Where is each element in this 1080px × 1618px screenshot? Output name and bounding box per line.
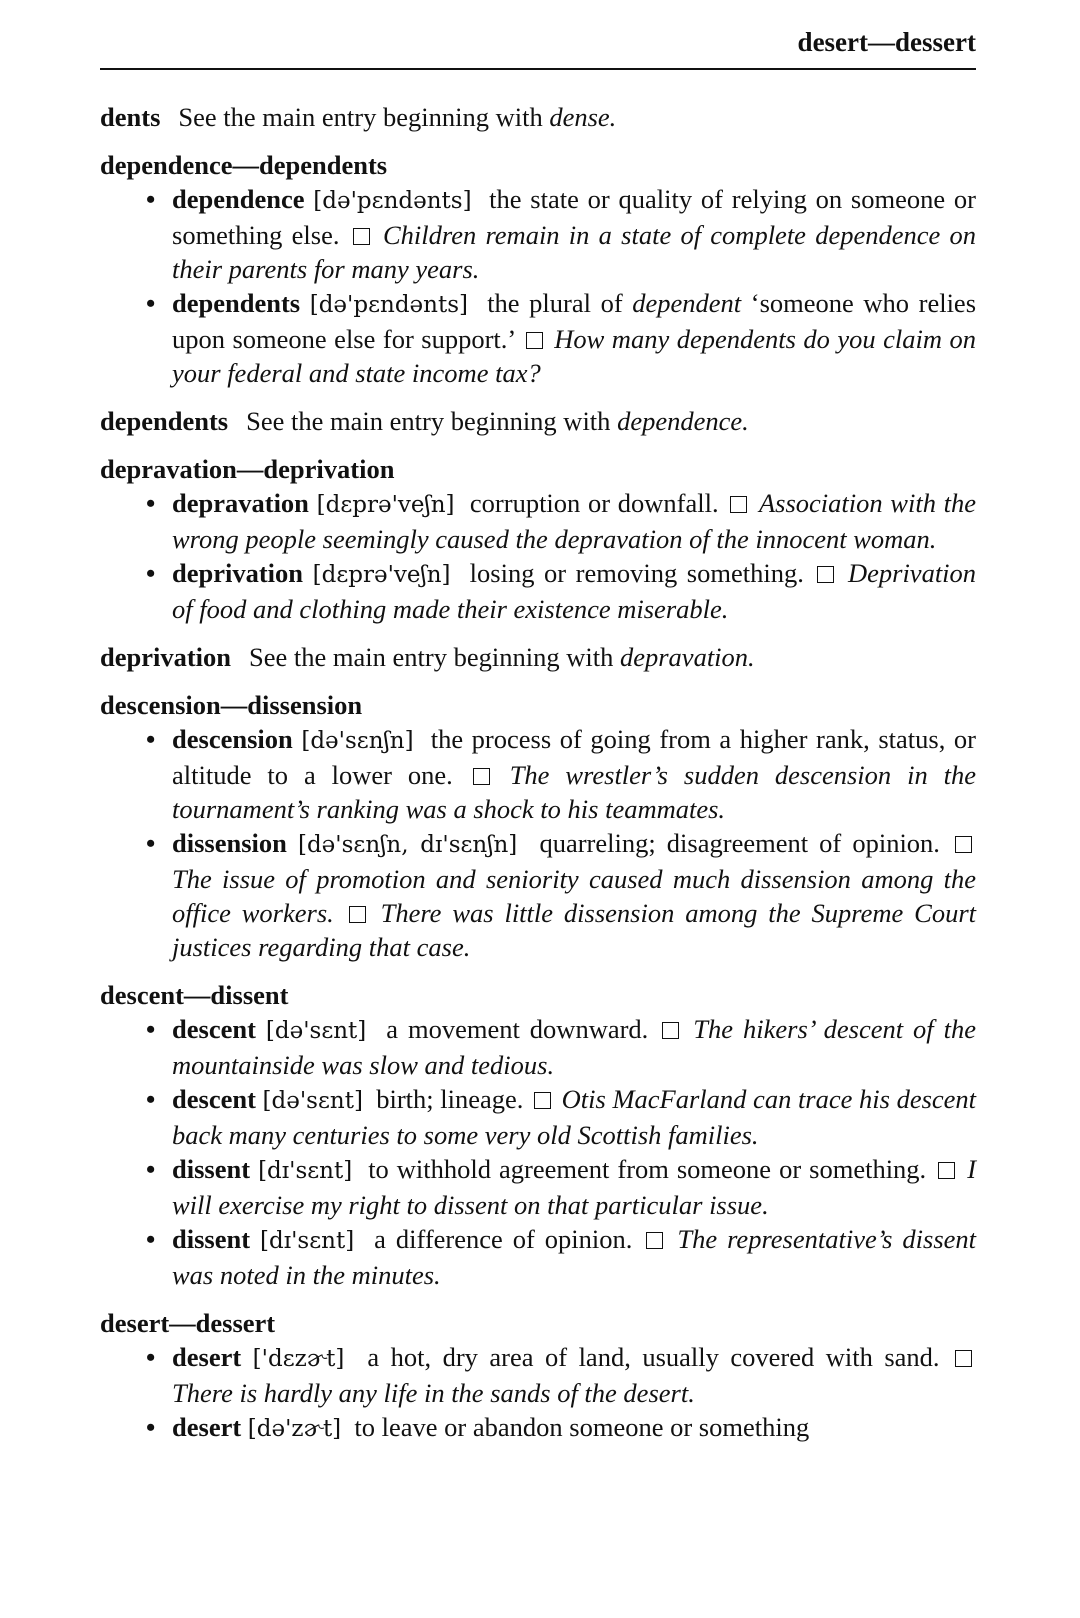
sense-word: depravation bbox=[172, 488, 309, 518]
definition: the process of going from a higher rank, status, or altitude to a lower one. bbox=[172, 724, 977, 790]
sense-item bbox=[146, 1012, 977, 1082]
example-box-icon bbox=[817, 566, 834, 583]
sense-item bbox=[146, 1222, 977, 1292]
definition: a hot, dry area of land, usually covered with sand. bbox=[367, 1342, 940, 1372]
example-text: Children remain in a state of complete dependence on their parents for many years. bbox=[172, 220, 976, 284]
bullet-icon: • bbox=[146, 488, 156, 518]
pronunciation: [dɛprə'veʃn] bbox=[312, 562, 451, 588]
dictionary-page bbox=[100, 0, 976, 1618]
example-text: I will exercise my right to dissent on that particular issue. bbox=[172, 1154, 977, 1220]
bullet-icon: • bbox=[146, 1412, 156, 1442]
running-head: desert—dessert bbox=[797, 27, 976, 57]
pronunciation: [dɪ'sɛnt] bbox=[260, 1228, 355, 1254]
sense-word: deprivation bbox=[172, 558, 304, 588]
sense-item bbox=[146, 286, 977, 390]
definition: the plural of bbox=[487, 288, 633, 318]
bullet-icon: • bbox=[146, 1342, 156, 1372]
xref-entry-dents bbox=[100, 100, 976, 134]
sense-word: dissent bbox=[172, 1154, 251, 1184]
example-box-icon bbox=[938, 1162, 955, 1179]
definition: ‘someone who relies upon someone else for support.’ bbox=[172, 288, 977, 354]
xref-headword: deprivation bbox=[100, 642, 232, 672]
pronunciation: [dɪ'sɛnt] bbox=[258, 1158, 353, 1184]
xref-headword: dents bbox=[100, 102, 161, 132]
example-text: How many dependents do you claim on your federal and state income tax? bbox=[172, 324, 977, 388]
pronunciation: [də'sɛnt] bbox=[262, 1088, 363, 1114]
example-text: The hikers’ descent of the mountainside was slow and tedious. bbox=[172, 1014, 977, 1080]
sense-item bbox=[146, 486, 977, 556]
xref-target: depravation. bbox=[619, 642, 755, 672]
sense-word: descent bbox=[172, 1084, 256, 1114]
example-box-icon bbox=[526, 332, 543, 349]
example-text: The issue of promotion and seniority caused much dissension among the office workers. bbox=[172, 864, 976, 928]
sense-word: dependents bbox=[172, 288, 301, 318]
example-text: The representative’s dissent was noted in the minutes. bbox=[172, 1224, 977, 1290]
definition: to withhold agreement from someone or something. bbox=[368, 1154, 927, 1184]
sense-item bbox=[146, 182, 977, 286]
sense-word: descent bbox=[172, 1014, 256, 1044]
pronunciation: [də'pɛndənts] bbox=[313, 188, 472, 214]
entry-descent-dissent bbox=[100, 978, 976, 1292]
xref-entry-dependents bbox=[100, 404, 976, 438]
xref-entry-deprivation bbox=[100, 640, 976, 674]
sense-item bbox=[146, 556, 977, 626]
sense-word: dependence bbox=[172, 184, 305, 214]
sense-item bbox=[146, 1340, 976, 1410]
example-box-icon bbox=[955, 836, 972, 853]
bullet-icon: • bbox=[146, 558, 156, 588]
pronunciation: [də'zɚt] bbox=[247, 1416, 342, 1442]
entry-descension-dissension bbox=[100, 688, 976, 964]
definition: losing or removing something. bbox=[469, 558, 804, 588]
bullet-icon: • bbox=[146, 724, 156, 754]
xref-text: See the main entry beginning with bbox=[178, 102, 550, 132]
xref-text: See the main entry beginning with bbox=[249, 642, 620, 672]
definition-italic: dependent bbox=[632, 288, 742, 318]
sense-word: descension bbox=[172, 724, 293, 754]
entry-depravation-deprivation bbox=[100, 452, 976, 626]
entry-headword: desert—dessert bbox=[100, 1308, 276, 1338]
xref-headword: dependents bbox=[100, 406, 229, 436]
definition: the state or quality of relying on someone or something else. bbox=[172, 184, 977, 250]
definition: quarreling; disagreement of opinion. bbox=[539, 828, 940, 858]
pronunciation: [də'sɛnʃn, dɪ'sɛnʃn] bbox=[297, 832, 518, 858]
example-text: There was little dissension among the Supreme Court justices regarding that case. bbox=[172, 898, 977, 962]
example-text: Deprivation of food and clothing made their existence miserable. bbox=[172, 558, 977, 624]
example-box-icon bbox=[955, 1350, 972, 1367]
example-box-icon bbox=[534, 1092, 551, 1109]
entry-headword: depravation—deprivation bbox=[100, 454, 395, 484]
example-box-icon bbox=[662, 1022, 679, 1039]
xref-text: See the main entry beginning with bbox=[246, 406, 618, 436]
definition: a difference of opinion. bbox=[374, 1224, 633, 1254]
sense-word: desert bbox=[172, 1342, 242, 1372]
sense-item bbox=[146, 1152, 977, 1222]
xref-target: dense. bbox=[549, 102, 617, 132]
example-box-icon bbox=[473, 768, 490, 785]
entry-headword: descension—dissension bbox=[100, 690, 363, 720]
sense-item bbox=[146, 1410, 976, 1446]
bullet-icon: • bbox=[146, 288, 156, 318]
bullet-icon: • bbox=[146, 828, 156, 858]
sense-word: dissent bbox=[172, 1224, 251, 1254]
bullet-icon: • bbox=[146, 1084, 156, 1114]
sense-word: desert bbox=[172, 1412, 242, 1442]
entry-dependence-dependents bbox=[100, 148, 976, 390]
example-box-icon bbox=[349, 906, 366, 923]
entry-headword: descent—dissent bbox=[100, 980, 289, 1010]
example-text: Association with the wrong people seemingly caused the depravation of the innocent woman. bbox=[172, 488, 977, 554]
pronunciation: [də'sɛnʃn] bbox=[301, 728, 414, 754]
bullet-icon: • bbox=[146, 1224, 156, 1254]
definition: birth; lineage. bbox=[376, 1084, 524, 1114]
example-box-icon bbox=[730, 496, 747, 513]
example-text: Otis MacFarland can trace his descent back many centuries to some very old Scottish families. bbox=[172, 1084, 977, 1150]
header-rule bbox=[100, 68, 976, 70]
definition: corruption or downfall. bbox=[469, 488, 719, 518]
entry-headword: dependence—dependents bbox=[100, 150, 388, 180]
page-content bbox=[100, 100, 976, 1460]
pronunciation: ['dɛzɚt] bbox=[252, 1346, 345, 1372]
example-box-icon bbox=[646, 1232, 663, 1249]
sense-item bbox=[146, 722, 977, 826]
bullet-icon: • bbox=[146, 1014, 156, 1044]
definition: to leave or abandon someone or something bbox=[354, 1412, 810, 1442]
pronunciation: [də'sɛnt] bbox=[265, 1018, 367, 1044]
pronunciation: [də'pɛndənts] bbox=[309, 292, 468, 318]
bullet-icon: • bbox=[146, 1154, 156, 1184]
xref-target: dependence. bbox=[617, 406, 749, 436]
entry-desert-dessert bbox=[100, 1306, 976, 1446]
example-text: The wrestler’s sudden descension in the tournament’s ranking was a shock to his teammates. bbox=[172, 760, 977, 824]
example-text: There is hardly any life in the sands of the desert. bbox=[172, 1378, 695, 1408]
example-box-icon bbox=[353, 228, 370, 245]
pronunciation: [dɛprə'veʃn] bbox=[316, 492, 455, 518]
definition: a movement downward. bbox=[386, 1014, 649, 1044]
sense-item bbox=[146, 1082, 977, 1152]
sense-word: dissension bbox=[172, 828, 287, 858]
bullet-icon: • bbox=[146, 184, 156, 214]
sense-item bbox=[146, 826, 977, 964]
